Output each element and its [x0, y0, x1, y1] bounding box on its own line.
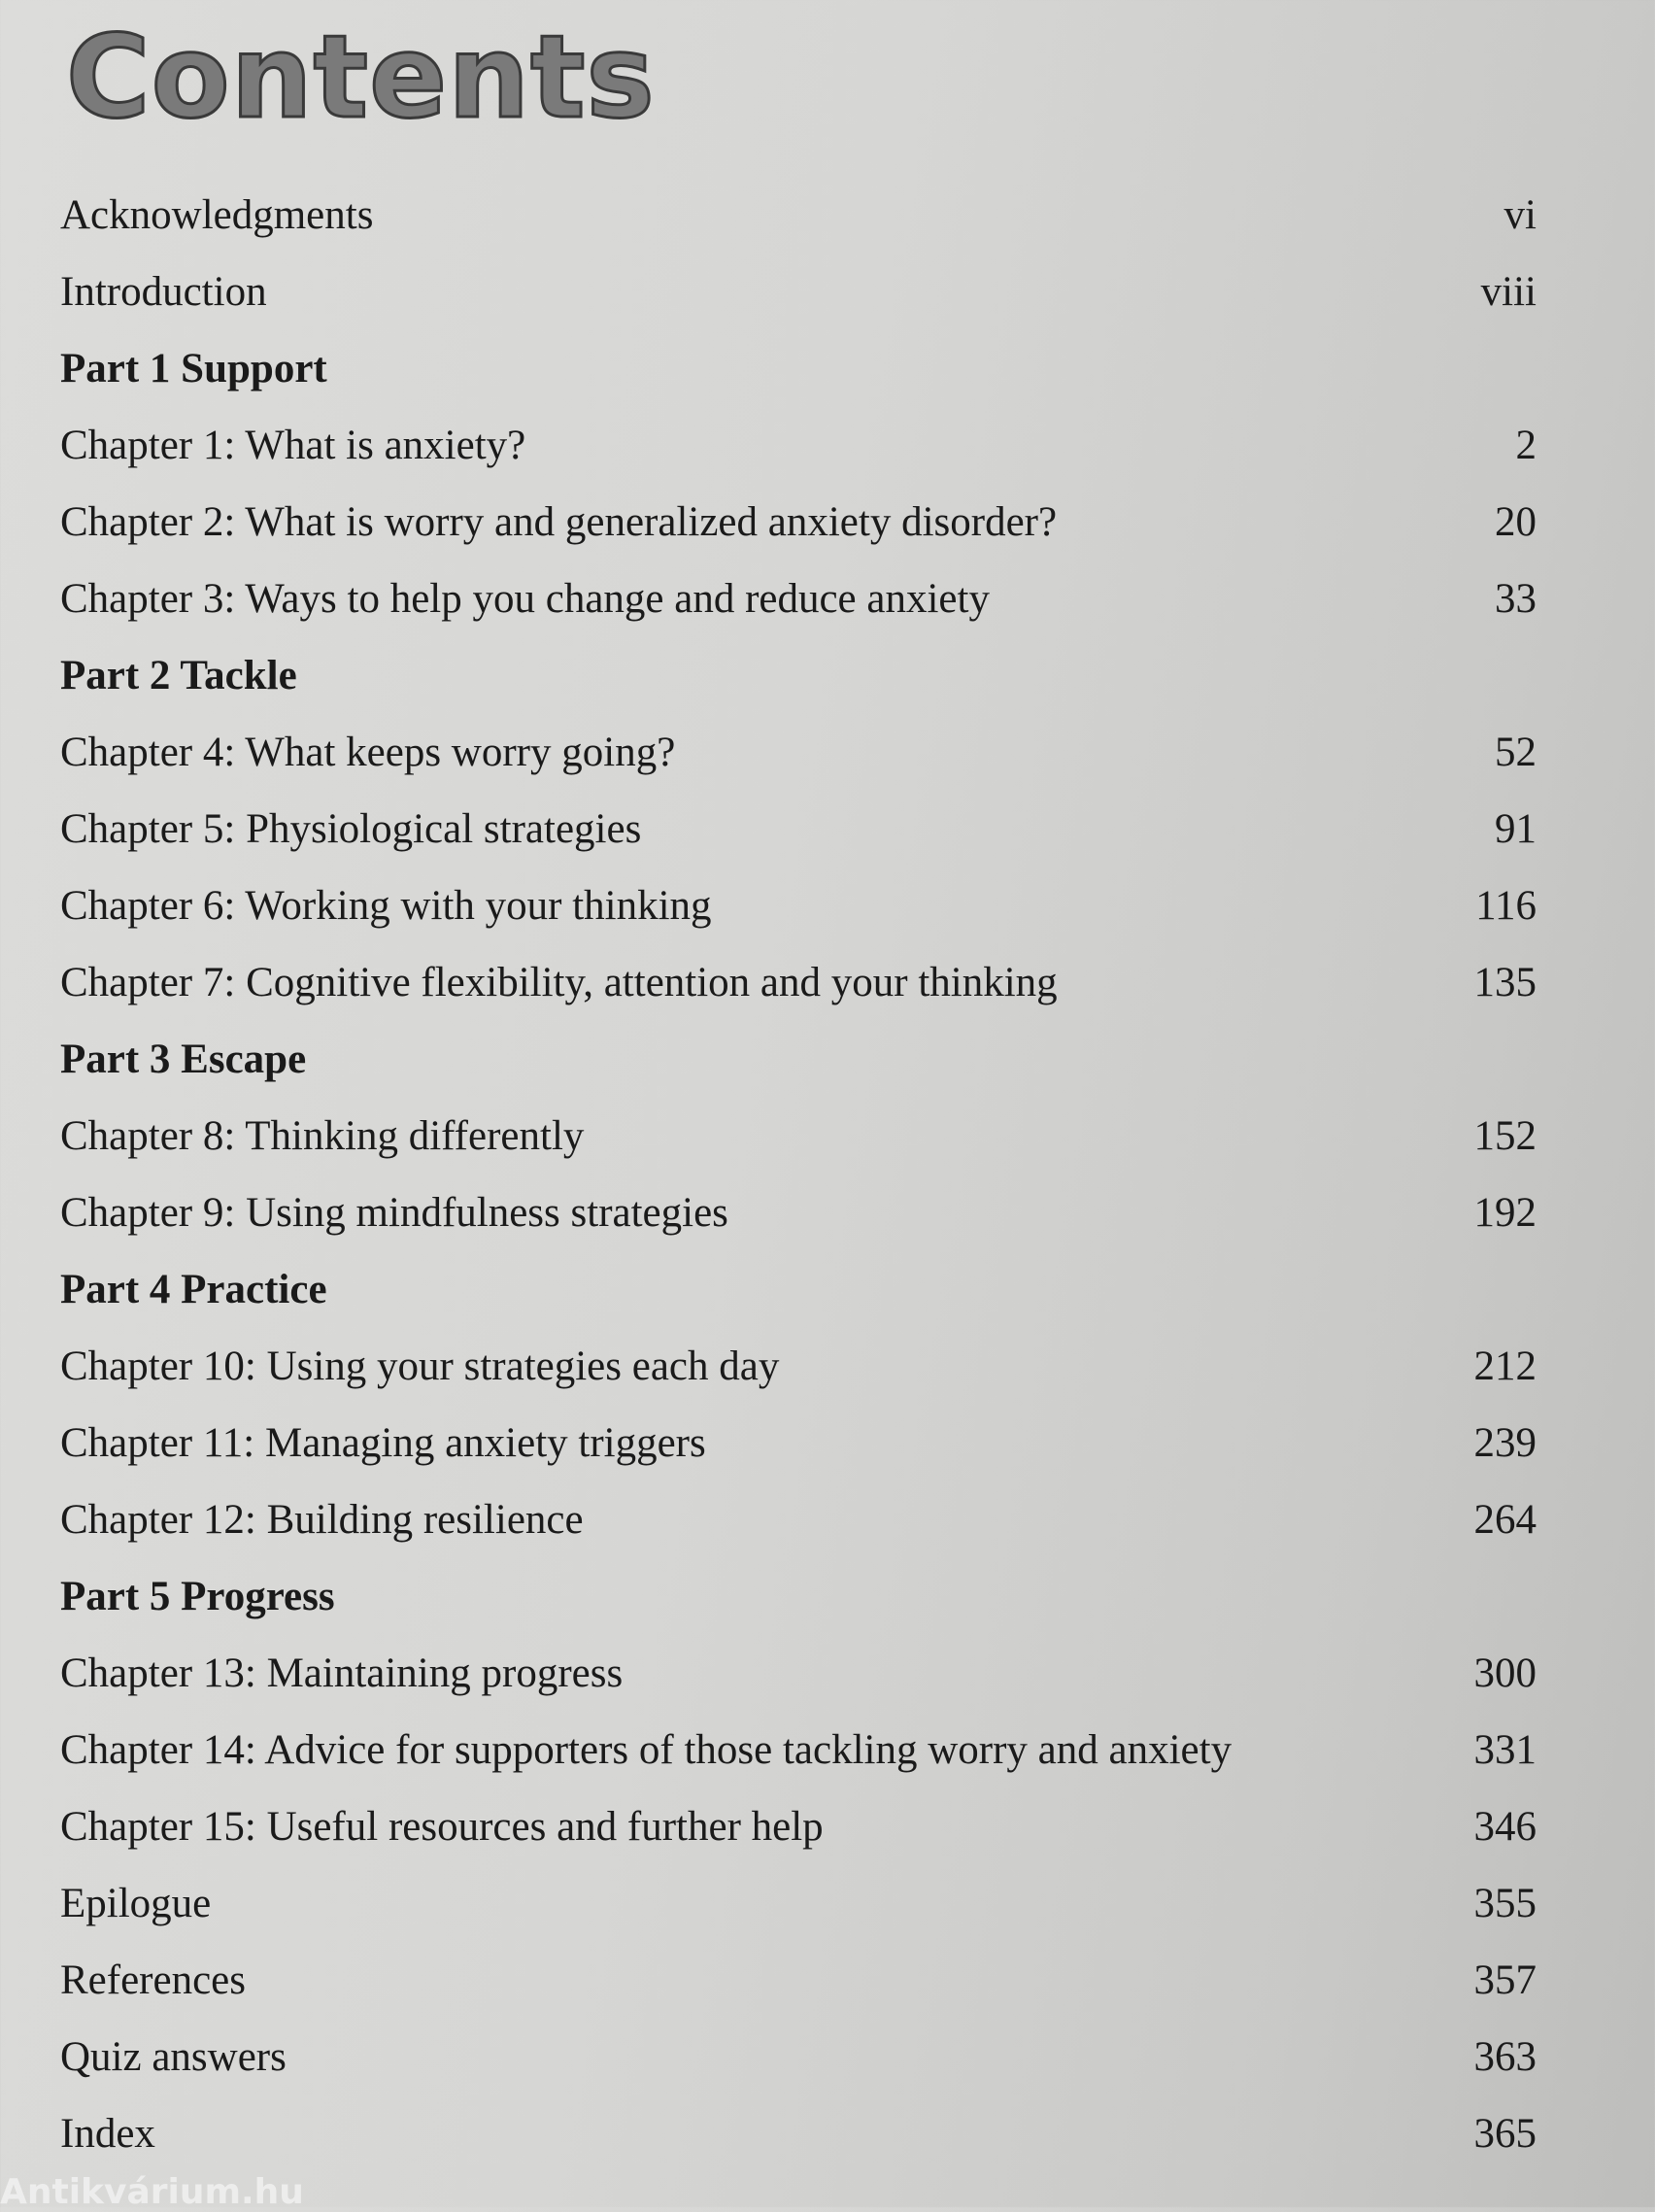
- toc-entry-page: 152: [1473, 1113, 1537, 1159]
- toc-entry-chapter-6: [60, 868, 1537, 944]
- toc-entry-label: Chapter 2: What is worry and generalized anxiety disorder?: [60, 499, 1058, 545]
- toc-entry-label: Chapter 14: Advice for supporters of those tackling worry and anxiety: [60, 1727, 1233, 1773]
- toc-entry-page: viii: [1480, 269, 1537, 315]
- toc-part-heading: [60, 1251, 1537, 1328]
- toc-entry-label: Chapter 11: Managing anxiety triggers: [60, 1420, 706, 1466]
- toc-entry-label: References: [60, 1957, 246, 2003]
- toc-entry-index: [60, 2095, 1537, 2172]
- toc-entry-epilogue: [60, 1865, 1537, 1942]
- toc-part-label: Part 3 Escape: [60, 1037, 307, 1082]
- toc-entry-label: Chapter 3: Ways to help you change and reduce anxiety: [60, 576, 990, 622]
- toc-entry-chapter-10: [60, 1328, 1537, 1405]
- toc-entry-page: 212: [1473, 1344, 1537, 1389]
- toc-entry-page: 33: [1495, 576, 1537, 622]
- toc-entry-page: 365: [1473, 2111, 1537, 2157]
- toc-entry-chapter-3: [60, 561, 1537, 637]
- toc-entry-label: Chapter 10: Using your strategies each day: [60, 1344, 780, 1389]
- toc-entry-page: 239: [1473, 1420, 1537, 1466]
- toc-entry-page: 355: [1473, 1881, 1537, 1926]
- toc-entry-label: Acknowledgments: [60, 192, 374, 238]
- toc-entry-page: 52: [1495, 730, 1537, 775]
- toc-entry-chapter-14: [60, 1712, 1537, 1788]
- toc-entry-page: 135: [1473, 960, 1537, 1005]
- toc-part-label: Part 4 Practice: [60, 1267, 327, 1312]
- toc-entry-label: Epilogue: [60, 1881, 212, 1926]
- toc-entry-label: Chapter 13: Maintaining progress: [60, 1650, 624, 1696]
- toc-entry-chapter-12: [60, 1481, 1537, 1558]
- toc-entry-label: Chapter 6: Working with your thinking: [60, 883, 712, 929]
- toc-entry-chapter-2: [60, 484, 1537, 561]
- table-of-contents: [60, 177, 1537, 2172]
- toc-part-label: Part 5 Progress: [60, 1574, 335, 1619]
- toc-entry-chapter-9: [60, 1174, 1537, 1251]
- toc-entry-quiz-answers: [60, 2019, 1537, 2095]
- toc-part-heading: [60, 1558, 1537, 1635]
- toc-entry-page: 363: [1473, 2034, 1537, 2080]
- toc-entry-label: Introduction: [60, 269, 267, 315]
- toc-part-heading: [60, 330, 1537, 407]
- toc-entry-page: 20: [1495, 499, 1537, 545]
- toc-entry-chapter-8: [60, 1098, 1537, 1174]
- toc-entry-chapter-4: [60, 714, 1537, 791]
- page-title: Contents: [66, 10, 656, 144]
- toc-entry-label: Quiz answers: [60, 2034, 287, 2080]
- toc-entry-page: 91: [1495, 806, 1537, 852]
- toc-entry-introduction: [60, 254, 1537, 330]
- toc-entry-label: Chapter 12: Building resilience: [60, 1497, 584, 1543]
- toc-entry-label: Chapter 4: What keeps worry going?: [60, 730, 676, 775]
- toc-entry-page: 300: [1473, 1650, 1537, 1696]
- toc-entry-label: Chapter 9: Using mindfulness strategies: [60, 1190, 728, 1236]
- toc-entry-label: Chapter 15: Useful resources and further help: [60, 1804, 824, 1850]
- toc-entry-page: 331: [1473, 1727, 1537, 1773]
- toc-entry-chapter-15: [60, 1788, 1537, 1865]
- toc-entry-chapter-1: [60, 407, 1537, 484]
- toc-entry-page: 116: [1475, 883, 1537, 929]
- toc-part-heading: [60, 637, 1537, 714]
- toc-part-label: Part 1 Support: [60, 346, 327, 391]
- toc-entry-chapter-7: [60, 944, 1537, 1021]
- toc-entry-label: Chapter 5: Physiological strategies: [60, 806, 642, 852]
- toc-part-heading: [60, 1021, 1537, 1098]
- watermark: Antikvárium.hu: [0, 2172, 304, 2212]
- toc-entry-label: Index: [60, 2111, 155, 2157]
- toc-entry-references: [60, 1942, 1537, 2019]
- toc-entry-chapter-5: [60, 791, 1537, 868]
- toc-entry-label: Chapter 8: Thinking differently: [60, 1113, 585, 1159]
- toc-entry-page: 2: [1515, 423, 1537, 468]
- toc-part-label: Part 2 Tackle: [60, 653, 297, 698]
- toc-entry-page: 357: [1473, 1957, 1537, 2003]
- toc-entry-chapter-13: [60, 1635, 1537, 1712]
- toc-entry-chapter-11: [60, 1405, 1537, 1481]
- toc-entry-page: 264: [1473, 1497, 1537, 1543]
- toc-entry-page: 346: [1473, 1804, 1537, 1850]
- toc-entry-page: 192: [1473, 1190, 1537, 1236]
- toc-entry-page: vi: [1503, 192, 1537, 238]
- toc-entry-acknowledgments: [60, 177, 1537, 254]
- toc-entry-label: Chapter 7: Cognitive flexibility, attention and your thinking: [60, 960, 1058, 1005]
- toc-entry-label: Chapter 1: What is anxiety?: [60, 423, 526, 468]
